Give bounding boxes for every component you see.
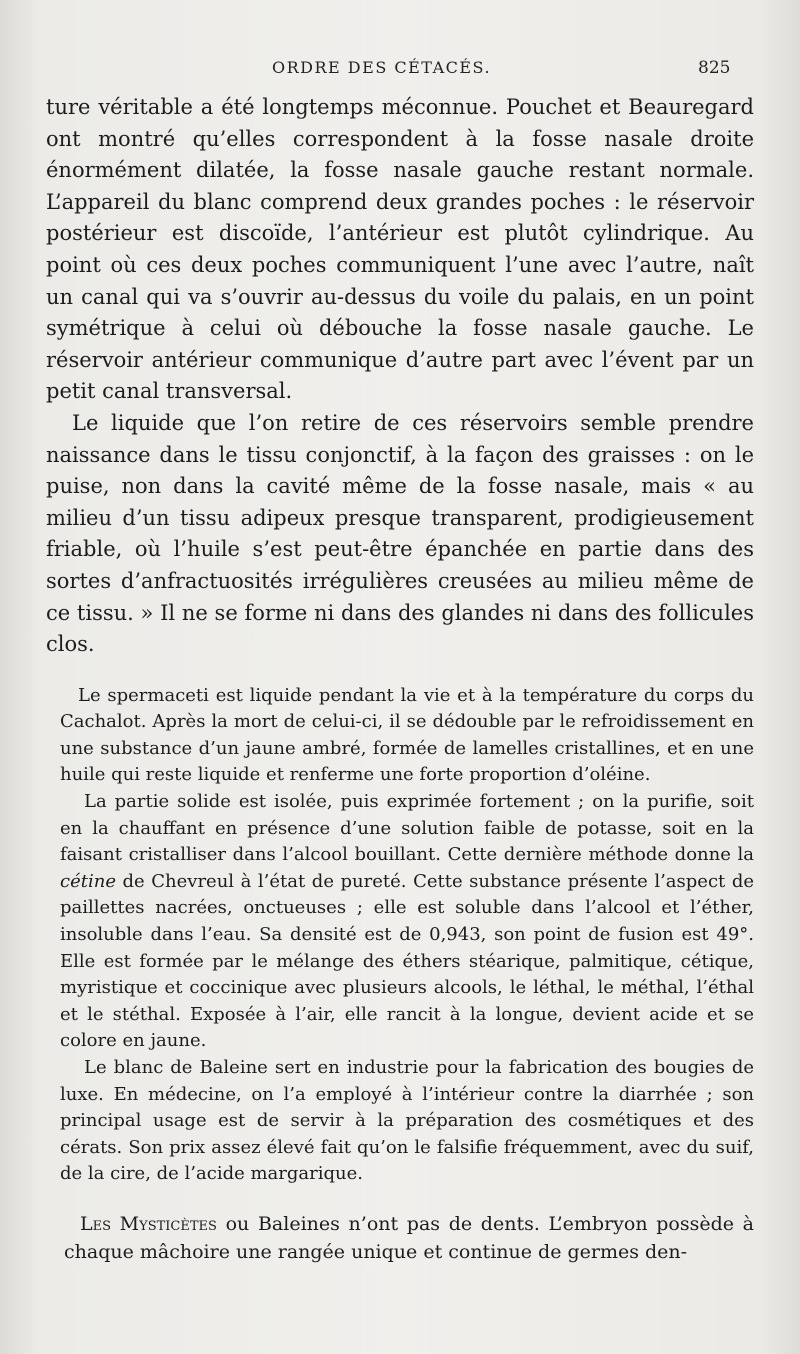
cetine-term: cétine: [60, 870, 116, 892]
paragraph-uses: Le blanc de Baleine sert en industrie pour la fabrication des bougies de luxe. En médecine, on l’a employé à l’intérieur contre la diarrhée ; son principal usage est de servir à la préparation des cosmétiques et des cérats. Son prix assez élevé fait qu’on le falsifie fréquemment, avec du suif, de la cire, de l’acide margarique.: [60, 1057, 754, 1185]
small-print-section: [46, 683, 754, 1188]
page-body: [46, 92, 754, 1266]
mysticetes-text: ou Baleines n’ont pas de dents. L’embryon possède à chaque mâchoire une rangée unique et continue de germes den-: [64, 1212, 754, 1263]
cetine-text-b: de Chevreul à l’état de pureté. Cette substance présente l’aspect de paillettes nacrées, onctueuses ; elle est soluble dans l’alcool et l’éther, insoluble dans l’eau. Sa densité est de 0,943, son point de fusion est 49°. Elle est formée par le mélange des éthers stéarique, palmitique, cétique, myristique et coccinique avec plusieurs alcools, le léthal, le méthal, l’éthal et le stéthal. Exposée à l’air, elle rancit à la longue, devient acide et se colore en jaune.: [60, 870, 754, 1052]
page-number: 825: [698, 58, 731, 78]
running-title: ORDRE DES CÉTACÉS.: [272, 58, 492, 77]
paragraph-anatomy: ture véritable a été longtemps méconnue. Pouchet et Beauregard ont montré qu’elles correspondent à la fosse nasale droite énormément dilatée, la fosse nasale gauche restant normale. L’appareil du blanc comprend deux grandes poches : le réservoir postérieur est discoïde, l’antérieur est plutôt cylindrique. Au point où ces deux poches communiquent l’une avec l’autre, naît un canal qui va s’ouvrir au-dessus du voile du palais, en un point symétrique à celui où débouche la fosse nasale gauche. Le réservoir antérieur communique d’autre part avec l’évent par un petit canal transversal.: [46, 95, 754, 404]
paragraph-spermaceti: Le spermaceti est liquide pendant la vie et à la température du corps du Cachalot. Après la mort de celui-ci, il se dédouble par le refroidissement en une substance d’un jaune ambré, formée de lamelles cristallines, et en une huile qui reste liquide et renferme une forte proportion d’oléine.: [60, 684, 754, 786]
main-text: [46, 92, 754, 661]
mysticetes-section: [46, 1210, 754, 1266]
cetine-text-a: La partie solide est isolée, puis exprimée fortement ; on la purifie, soit en la chauffant en présence d’une solution faible de potasse, soit en la faisant cristalliser dans l’alcool bouillant. Cette dernière méthode donne la: [60, 791, 754, 866]
paragraph-cetine: [46, 789, 754, 1055]
paragraph-mysticetes: [46, 1210, 754, 1266]
mysticetes-heading: Les Mysticètes: [80, 1212, 217, 1235]
page-header: [0, 58, 800, 84]
paragraph-liquid-origin: Le liquide que l’on retire de ces réservoirs semble prendre naissance dans le tissu conjonctif, à la façon des graisses : on le puise, non dans la cavité même de la fosse nasale, mais « au milieu d’un tissu adipeux presque transparent, prodigieusement friable, où l’huile s’est peut-être épanchée en partie dans des sortes d’anfractuosités irrégulières creusées au milieu même de ce tissu. » Il ne se forme ni dans des glandes ni dans des follicules clos.: [46, 410, 754, 657]
